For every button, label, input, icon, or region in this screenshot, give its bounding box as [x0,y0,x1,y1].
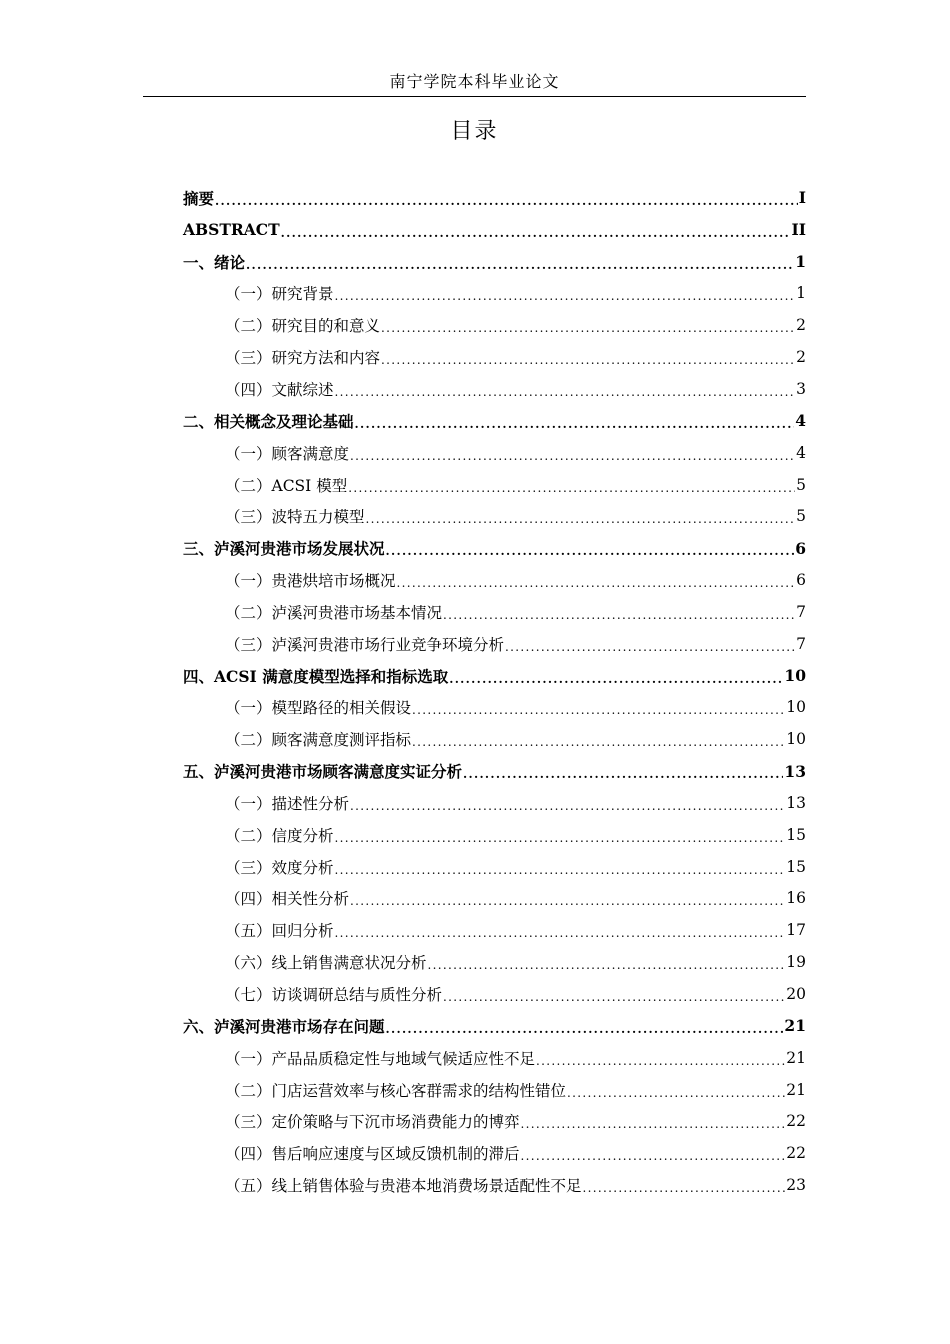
toc-entry-label: 四、ACSI 满意度模型选择和指标选取 [183,666,449,686]
toc-entry-page: 10 [784,666,806,686]
toc-leader-dots [386,544,795,558]
toc-entry-page: I [798,188,806,208]
toc-entry-label: （一）产品品质稳定性与地域气候适应性不足 [225,1049,536,1068]
toc-entry-page: 13 [786,793,806,812]
toc-leader-dots [443,990,785,1004]
toc-entry-label: （二）门店运营效率与核心客群需求的结构性错位 [225,1081,567,1100]
toc-entry-page: 4 [796,443,806,462]
toc-entry-label: 五、泸溪河贵港市场顾客满意度实证分析 [183,762,463,782]
toc-leader-dots [350,449,795,463]
toc-entry[interactable] [183,914,806,946]
toc-entry-label: （二）信度分析 [225,826,334,845]
toc-entry-label: （四）文献综述 [225,380,334,399]
toc-entry[interactable] [183,437,806,469]
toc-entry-label: （五）线上销售体验与贵港本地消费场景适配性不足 [225,1177,582,1196]
toc-entry[interactable] [183,1074,806,1106]
toc-entry-page: 4 [795,411,806,431]
toc-entry[interactable] [183,1010,806,1042]
toc-entry-label: 一、绪论 [183,252,246,272]
toc-entry-label: （六）线上销售满意状况分析 [225,954,427,973]
toc-leader-dots [335,385,796,399]
toc-leader-dots [505,640,795,654]
toc-entry-page: 13 [784,761,806,781]
toc-entry[interactable] [183,787,806,819]
toc-leader-dots [449,672,783,686]
toc-entry[interactable] [183,405,806,437]
toc-entry[interactable] [183,469,806,501]
toc-leader-dots [366,512,796,526]
toc-entry[interactable] [183,532,806,564]
toc-leader-dots [335,863,786,877]
toc-entry-page: 2 [796,348,806,367]
toc-entry-label: （三）泸溪河贵港市场行业竞争环境分析 [225,635,505,654]
toc-entry-label: （一）模型路径的相关假设 [225,699,412,718]
toc-entry[interactable] [183,723,806,755]
toc-entry-page: 6 [795,538,806,558]
toc-entry-page: 15 [786,825,806,844]
toc-entry-label: （二）泸溪河贵港市场基本情况 [225,603,443,622]
toc-entry-page: 6 [796,571,806,590]
toc-entry-label: （二）顾客满意度测评指标 [225,731,412,750]
toc-entry[interactable] [183,246,806,278]
toc-entry-label: 二、相关概念及理论基础 [183,411,354,431]
toc-leader-dots [281,226,791,240]
toc-leader-dots [350,894,785,908]
table-of-contents [183,182,806,1201]
toc-entry-label: （三）效度分析 [225,858,334,877]
toc-entry[interactable] [183,883,806,915]
toc-entry-page: 21 [786,1048,806,1067]
toc-entry[interactable] [183,214,806,246]
toc-entry-page: 2 [796,316,806,335]
toc-entry-page: 1 [795,252,806,272]
header-rule [143,96,806,97]
toc-leader-dots [412,703,785,717]
toc-entry-label: 摘要 [183,188,215,208]
toc-leader-dots [521,1117,786,1131]
toc-entry-label: （三）波特五力模型 [225,508,365,527]
toc-entry-page: 16 [786,889,806,908]
toc-title: 目录 [450,119,499,144]
toc-entry-label: （一）描述性分析 [225,794,350,813]
toc-entry[interactable] [183,182,806,214]
toc-leader-dots [246,258,794,272]
toc-leader-dots [350,799,785,813]
toc-leader-dots [335,926,786,940]
toc-leader-dots [335,831,786,845]
toc-entry[interactable] [183,309,806,341]
toc-leader-dots [463,767,783,781]
toc-entry-page: 22 [786,1144,806,1163]
toc-entry[interactable] [183,1137,806,1169]
toc-entry[interactable] [183,1169,806,1201]
toc-entry-label: ABSTRACT [183,220,280,240]
toc-entry-page: 22 [786,1112,806,1131]
toc-entry-label: （七）访谈调研总结与质性分析 [225,986,443,1005]
toc-entry-label: （一）顾客满意度 [225,444,350,463]
toc-entry-page: 21 [786,1080,806,1099]
toc-entry-label: （四）售后响应速度与区域反馈机制的滞后 [225,1145,520,1164]
toc-entry[interactable] [183,978,806,1010]
toc-leader-dots [521,1149,786,1163]
toc-entry-label: （一）贵港烘培市场概况 [225,572,396,591]
toc-entry-page: 5 [796,475,806,494]
toc-entry-page: 5 [796,507,806,526]
toc-entry-page: 17 [786,921,806,940]
toc-entry-page: 7 [796,602,806,621]
toc-entry[interactable] [183,1105,806,1137]
toc-leader-dots [381,321,795,335]
toc-entry[interactable] [183,692,806,724]
toc-entry-label: 六、泸溪河贵港市场存在问题 [183,1016,385,1036]
toc-entry-page: 21 [784,1016,806,1036]
toc-leader-dots [397,576,796,590]
toc-entry[interactable] [183,500,806,532]
toc-entry-label: （二）ACSI 模型 [225,476,348,495]
toc-leader-dots [386,1022,784,1036]
toc-entry-page: 20 [786,985,806,1004]
toc-entry-page: 10 [786,730,806,749]
toc-leader-dots [583,1181,786,1195]
toc-entry-label: （五）回归分析 [225,922,334,941]
toc-entry[interactable] [183,819,806,851]
toc-entry-label: （二）研究目的和意义 [225,317,381,336]
toc-entry[interactable] [183,851,806,883]
toc-entry-page: 23 [786,1176,806,1195]
toc-entry[interactable] [183,628,806,660]
toc-entry-label: （四）相关性分析 [225,890,350,909]
toc-entry-page: 10 [786,698,806,717]
toc-entry-label: 三、泸溪河贵港市场发展状况 [183,539,385,559]
toc-entry-page: 19 [786,953,806,972]
toc-entry[interactable] [183,660,806,692]
running-header: 南宁学院本科毕业论文 [389,72,560,91]
toc-leader-dots [215,194,798,208]
toc-entry-page: 15 [786,857,806,876]
toc-entry-label: （一）研究背景 [225,285,334,304]
toc-leader-dots [443,608,795,622]
toc-entry[interactable] [183,564,806,596]
toc-entry-label: （三）定价策略与下沉市场消费能力的博弈 [225,1113,520,1132]
toc-leader-dots [567,1086,785,1100]
toc-entry[interactable] [183,373,806,405]
toc-entry[interactable] [183,1042,806,1074]
toc-entry-label: （三）研究方法和内容 [225,349,381,368]
toc-leader-dots [428,958,786,972]
toc-leader-dots [536,1054,785,1068]
toc-entry[interactable] [183,341,806,373]
toc-entry[interactable] [183,278,806,310]
toc-entry-page: II [791,220,806,240]
toc-entry-page: 3 [796,379,806,398]
toc-leader-dots [348,481,795,495]
toc-leader-dots [412,735,785,749]
toc-leader-dots [335,289,796,303]
toc-entry[interactable] [183,755,806,787]
toc-entry-page: 7 [796,634,806,653]
toc-leader-dots [381,353,795,367]
toc-entry-page: 1 [796,284,806,303]
toc-entry[interactable] [183,596,806,628]
toc-entry[interactable] [183,946,806,978]
toc-leader-dots [355,417,795,431]
